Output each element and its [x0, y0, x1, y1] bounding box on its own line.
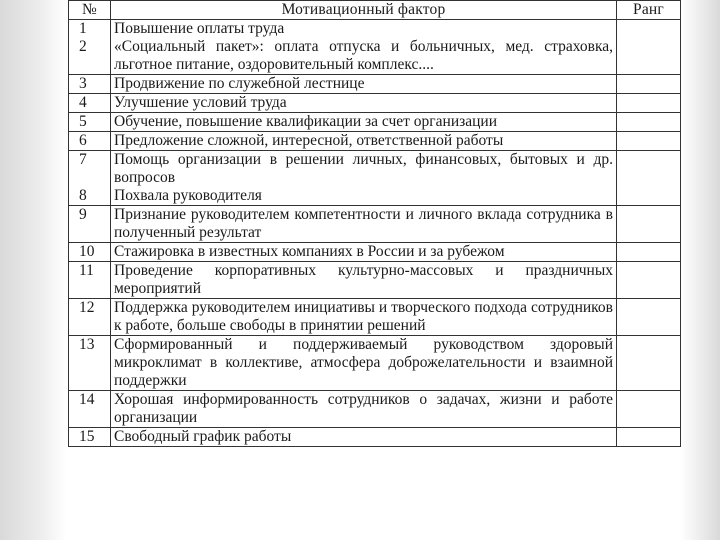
table-row [69, 151, 681, 206]
row-factor: Хорошая информированность сотрудников о задачах, жизни и работе организации [111, 391, 617, 428]
table-row [69, 299, 681, 336]
row-rank [617, 20, 681, 75]
table-row [69, 206, 681, 243]
table-row [69, 428, 681, 447]
header-rank: Ранг [617, 1, 681, 20]
row-num: 14 [69, 391, 111, 428]
row-factor: Свободный график работы [111, 428, 617, 447]
row-num: 3 [69, 75, 111, 94]
row-rank [617, 299, 681, 336]
row-factor: Обучение, повышение квалификации за счет организации [111, 113, 617, 132]
row-rank [617, 75, 681, 94]
row-num: 12 [69, 299, 111, 336]
row-rank [617, 243, 681, 262]
row-factor: Помощь организации в решении личных, финансовых, бытовых и др. вопросов Похвала руководителя [111, 151, 617, 206]
row-factor: Сформированный и поддерживаемый руководством здоровый микроклимат в коллективе, атмосфера доброжелательности и взаимной поддержки [111, 336, 617, 391]
row-factor: Признание руководителем компетентности и личного вклада сотрудника в полученный результат [111, 206, 617, 243]
row-factor: Стажировка в известных компаниях в России и за рубежом [111, 243, 617, 262]
row-rank [617, 206, 681, 243]
row-rank [617, 94, 681, 113]
row-num: 9 [69, 206, 111, 243]
header-factor: Мотивационный фактор [111, 1, 617, 20]
row-rank [617, 336, 681, 391]
row-num: 4 [69, 94, 111, 113]
table-row [69, 132, 681, 151]
row-num: 6 [69, 132, 111, 151]
table-body [69, 20, 681, 447]
row-factor: Поддержка руководителем инициативы и творческого подхода сотрудников к работе, больше свободы в принятии решений [111, 299, 617, 336]
row-rank [617, 428, 681, 447]
row-factor: Проведение корпоративных культурно-массовых и праздничных мероприятий [111, 262, 617, 299]
row-rank [617, 132, 681, 151]
motivation-factors-table [68, 0, 681, 447]
table-row [69, 243, 681, 262]
row-num: 15 [69, 428, 111, 447]
row-rank [617, 151, 681, 206]
row-num: 7 8 [69, 151, 111, 206]
table-header-row [69, 1, 681, 20]
row-num: 10 [69, 243, 111, 262]
row-num: 5 [69, 113, 111, 132]
table-row [69, 20, 681, 75]
table-row [69, 391, 681, 428]
row-factor: Продвижение по служебной лестнице [111, 75, 617, 94]
row-factor: Улучшение условий труда [111, 94, 617, 113]
row-factor: Предложение сложной, интересной, ответственной работы [111, 132, 617, 151]
row-rank [617, 113, 681, 132]
table-row [69, 262, 681, 299]
table-row [69, 75, 681, 94]
row-num: 13 [69, 336, 111, 391]
row-num: 1 2 [69, 20, 111, 75]
row-factor: Повышение оплаты труда «Социальный пакет»: оплата отпуска и больничных, мед. страховка, льготное питание, оздоровительный комплекс.... [111, 20, 617, 75]
table-row [69, 336, 681, 391]
table-row [69, 113, 681, 132]
row-rank [617, 262, 681, 299]
row-num: 11 [69, 262, 111, 299]
row-rank [617, 391, 681, 428]
table-row [69, 94, 681, 113]
header-num: № [69, 1, 111, 20]
